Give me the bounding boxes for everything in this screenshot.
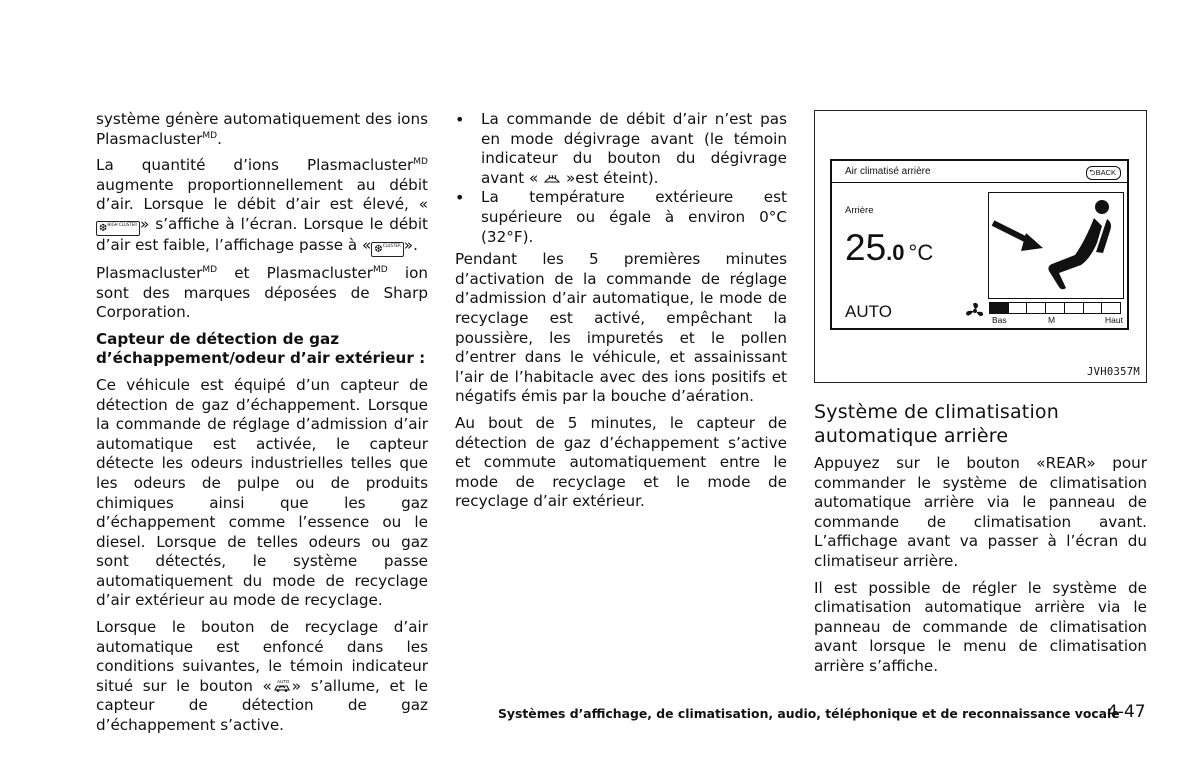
fan-speed-segment bbox=[989, 302, 1009, 314]
fan-speed-segment bbox=[1026, 302, 1046, 314]
auto-recirculation-icon-graphic bbox=[272, 678, 292, 693]
svg-text:AUTO: AUTO bbox=[276, 678, 290, 684]
paragraph-rear-adjust: Il est possible de régler le système de climatisation automatique arrière via le panneau de commande de climatisation avant lorsque le menu de climatisation arrière s’affiche. bbox=[814, 578, 1147, 675]
paragraph-after-five-minutes: Au bout de 5 minutes, le capteur de détection de gaz d’échappement s’active et commute automatiquement entre le mode de recyclage et le mode de recyclage d’air extérieur. bbox=[455, 413, 787, 511]
airflow-mode-display bbox=[988, 192, 1124, 299]
column-left bbox=[96, 110, 428, 743]
back-arrow-icon: ⮌ bbox=[1089, 168, 1096, 177]
paragraph-trademark: Plasmacluster$^{MD}$ et Plasmacluster$^{MD}$ ion sont des marques déposées de Sharp Corporation. bbox=[96, 263, 429, 322]
fan-high-label: Haut bbox=[1105, 315, 1123, 325]
column-right bbox=[814, 400, 1147, 684]
fan-speed-segment bbox=[1101, 302, 1121, 314]
fan-low-label: Bas bbox=[992, 315, 1007, 325]
figure-code: JVH0357M bbox=[1087, 366, 1140, 378]
fan-speed-segment bbox=[1083, 302, 1103, 314]
paragraph-ion-quantity: La quantité d’ions Plasmacluster$^{MD}$ augmente proportionnellement au débit d’air. Lorsque le débit d’air est élevé, «❆$^{HIGH CLUSTER}$ » s’affiche à l’écran. Lorsque le débit d’air est faible, l’affichage passe à « ❆$^{CLUSTER}$ ». bbox=[96, 156, 428, 255]
column-middle bbox=[455, 110, 787, 519]
paragraph-plasmacluster-intro: système génère automatiquement des ions Plasmacluster$^{MD}$. bbox=[96, 110, 428, 148]
front-defrost-icon bbox=[543, 172, 561, 185]
fan-speed-segment bbox=[1008, 302, 1028, 314]
section-heading-rear-climate: Système de climatisation automatique arrière bbox=[814, 401, 1059, 447]
temperature-display: 25.0 °C bbox=[845, 227, 934, 268]
rear-climate-screen bbox=[830, 159, 1129, 330]
fan-speed-segment bbox=[1064, 302, 1084, 314]
auto-recirculation-icon bbox=[272, 678, 292, 691]
screen-title: Air climatisé arrière bbox=[845, 166, 931, 177]
list-item: • La commande de débit d’air n’est pas en mode dégivrage avant (le témoin indicateur du bouton du dégivrage avant « »est éteint). bbox=[455, 110, 787, 188]
screen-divider bbox=[832, 182, 1127, 183]
paragraph-first-five-minutes: Pendant les 5 premières minutes d’activation de la commande de réglage d’admission d’air automatique, le mode de recyclage est activé, empêchant la poussière, les impuretés et le pollen d’entrer dans le véhicule, et assainissant l’air de l’habitacle avec des ions positifs et négatifs émis par la bouche d’aération. bbox=[455, 250, 787, 406]
back-button[interactable]: ⮌BACK bbox=[1086, 166, 1121, 180]
zone-label: Arrière bbox=[845, 205, 874, 216]
mode-label: AUTO bbox=[845, 302, 892, 321]
paragraph-exhaust-sensor: Ce véhicule est équipé d’un capteur de détection de gaz d’échappement. Lorsque la commande de réglage d’admission d’air automatique est activée, le capteur détecte les odeurs industrielles telles que les odeurs de pulpe ou de produits chimiques ainsi que les gaz d’échappement comme l’essence ou le diesel. Lorsque de telles odeurs ou gaz sont détectés, le système passe automatiquement du mode de recyclage d’air extérieur au mode de recyclage. bbox=[96, 375, 428, 610]
rear-climate-figure bbox=[814, 110, 1147, 383]
list-item: • La température extérieure est supérieure ou égale à environ 0°C (32°F). bbox=[455, 188, 787, 247]
heading-exhaust-sensor: Capteur de détection de gaz d’échappement/odeur d’air extérieur : bbox=[96, 329, 426, 368]
plasmacluster-low-icon: ❆$^{CLUSTER}$ bbox=[371, 242, 403, 257]
front-defrost-icon-graphic bbox=[543, 172, 561, 185]
paragraph-recirc-button: Lorsque le bouton de recyclage d’air automatique est enfoncé dans les conditions suivantes, le témoin indicateur situé sur le bouton « AUTO » s’allume, et le capteur de détection de gaz d’échappement s’active. bbox=[96, 618, 429, 735]
plasmacluster-high-icon: ❆$^{HIGH CLUSTER}$ bbox=[96, 221, 140, 236]
fan-icon bbox=[965, 302, 985, 320]
footer-section-title: Systèmes d’affichage, de climatisation, audio, téléphonique et de reconnaissance vocale bbox=[498, 706, 1120, 721]
fan-mid-label: M bbox=[1048, 315, 1056, 325]
paragraph-rear-button: Appuyez sur le bouton «REAR» pour commander le système de climatisation automatique arrière via le panneau de commande de climatisation avant. L’affichage avant va passer à l’écran du climatiseur arrière. bbox=[814, 454, 1147, 570]
page-number: 4-47 bbox=[1107, 702, 1146, 722]
fan-speed-bar[interactable] bbox=[989, 302, 1120, 314]
seated-passenger-icon bbox=[989, 193, 1122, 297]
fan-speed-segment bbox=[1045, 302, 1065, 314]
conditions-list bbox=[455, 110, 787, 247]
